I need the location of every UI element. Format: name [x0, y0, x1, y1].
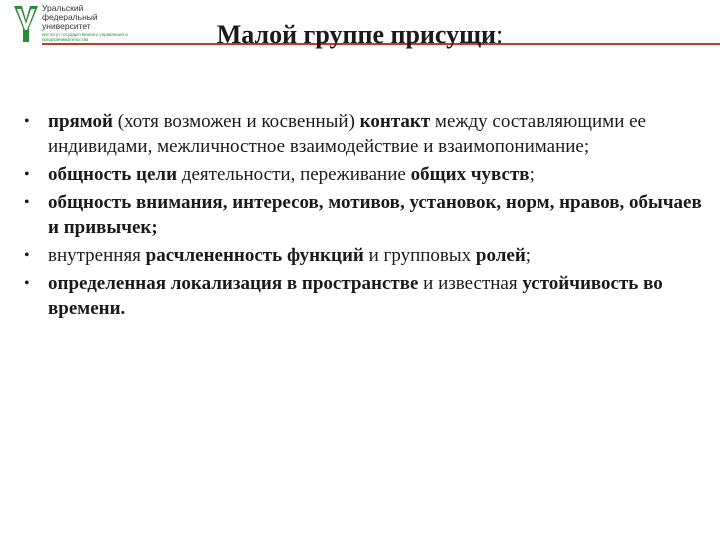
bullet-item	[24, 162, 704, 187]
institute-name: институт государственного управления и предпринимательства	[42, 32, 128, 42]
university-name-line: Уральский	[42, 3, 84, 13]
bullet-icon: •	[24, 275, 30, 292]
bullet-icon: •	[24, 247, 30, 264]
bold-text-segment: общность цели	[48, 164, 178, 185]
bold-text-segment: устойчивость во времени.	[48, 273, 663, 319]
text-segment: и известная	[418, 273, 523, 294]
bold-text-segment: определенная локализация в пространстве	[48, 273, 419, 294]
text-segment: внутренняя	[48, 245, 146, 266]
bullet-list	[24, 109, 704, 324]
bold-text-segment: общих чувств	[410, 164, 530, 185]
bullet-icon: •	[24, 194, 30, 211]
text-segment: деятельности, переживание	[177, 164, 411, 185]
text-segment: и групповых	[363, 245, 476, 266]
bold-text-segment: контакт	[359, 111, 431, 132]
text-segment: между составляющими ее индивидами, межличностное взаимодействие и взаимопонимание;	[48, 111, 646, 157]
bold-text-segment: ролей	[475, 245, 526, 266]
bold-text-segment: общность внимания, интересов, мотивов, установок, норм, нравов, обычаев и привычек;	[48, 192, 702, 238]
slide-title	[0, 20, 720, 50]
bullet-item	[24, 190, 704, 240]
bullet-icon: •	[24, 113, 30, 130]
bullet-icon: •	[24, 166, 30, 183]
university-name-line: университет	[42, 21, 91, 31]
text-segment: ;	[529, 164, 535, 185]
university-name-line: федеральный	[42, 12, 98, 22]
bold-text-segment: прямой	[48, 111, 113, 132]
bullet-item	[24, 109, 704, 159]
slide-title-text: Малой группе присущи	[216, 20, 497, 49]
text-segment: (хотя возможен и косвенный)	[112, 111, 360, 132]
slide-title-colon: :	[496, 20, 504, 49]
text-segment: ;	[525, 245, 532, 266]
bullet-item	[24, 243, 704, 268]
bullet-item	[24, 271, 704, 321]
bold-text-segment: расчлененность функций	[145, 245, 364, 266]
